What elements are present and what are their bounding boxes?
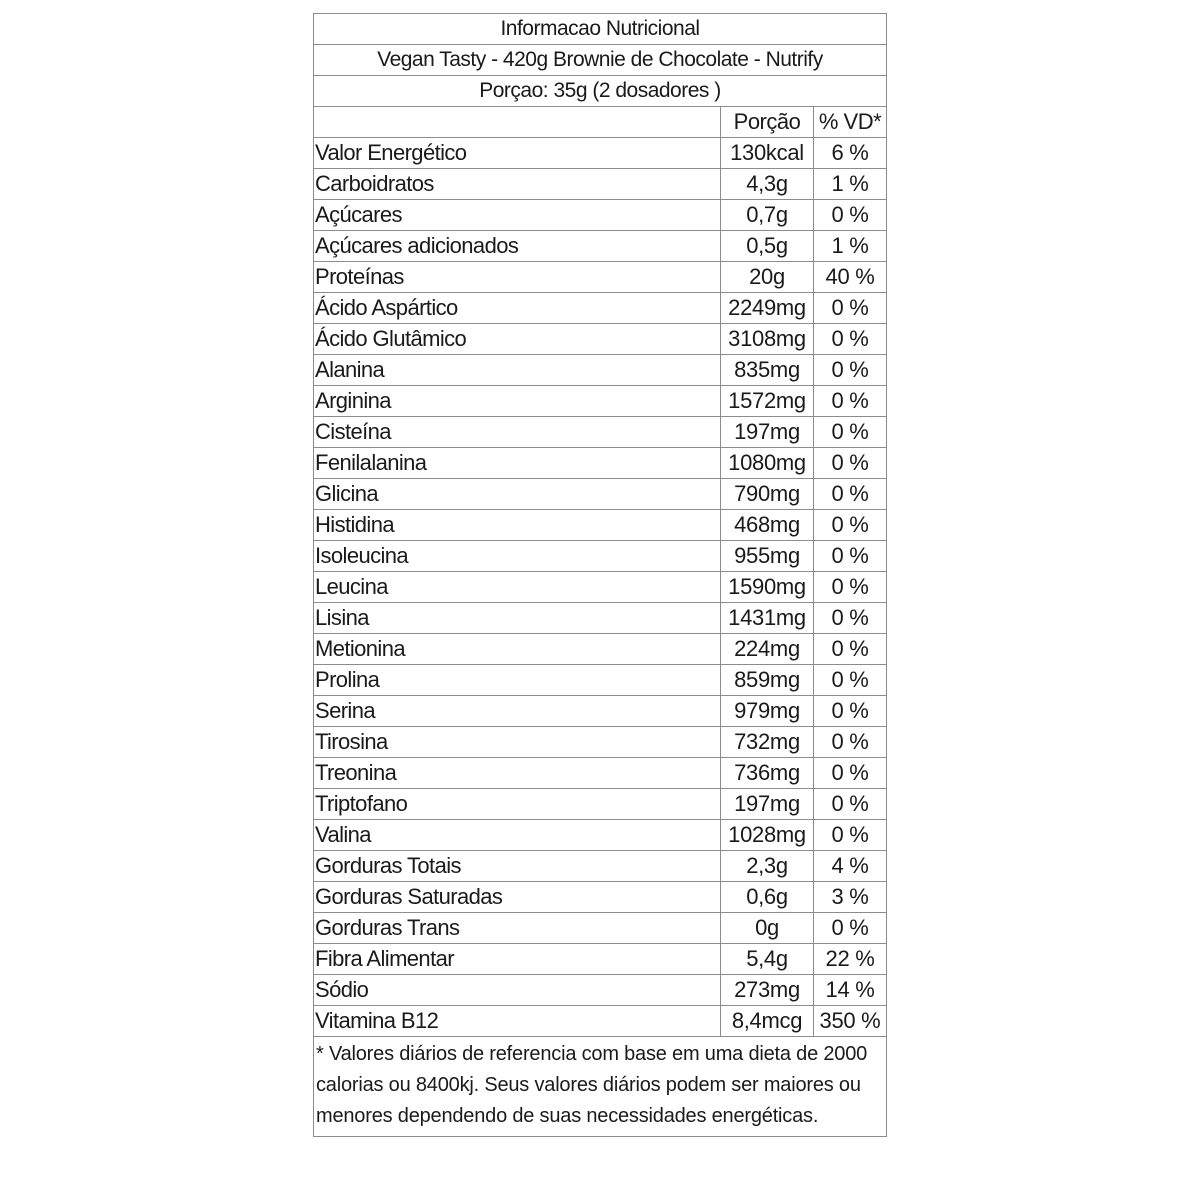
nutrient-name: Proteínas [314,262,721,293]
nutrient-daily-value: 0 % [814,541,887,572]
nutrient-row [314,572,887,603]
nutrient-row [314,510,887,541]
nutrient-daily-value: 22 % [814,944,887,975]
nutrient-row [314,417,887,448]
nutrient-row [314,541,887,572]
nutrient-row [314,355,887,386]
nutrient-amount: 736mg [721,758,814,789]
nutrient-amount: 955mg [721,541,814,572]
nutrient-daily-value: 0 % [814,386,887,417]
serving-size: Porçao: 35g (2 dosadores ) [314,76,887,107]
nutrient-row [314,882,887,913]
nutrient-amount: 130kcal [721,138,814,169]
nutrient-row [314,479,887,510]
nutrient-row [314,231,887,262]
nutrient-row [314,293,887,324]
nutrient-amount: 979mg [721,696,814,727]
nutrient-daily-value: 0 % [814,417,887,448]
nutrient-row [314,944,887,975]
nutrient-row [314,727,887,758]
nutrient-amount: 2249mg [721,293,814,324]
nutrient-amount: 859mg [721,665,814,696]
nutrient-amount: 8,4mcg [721,1006,814,1037]
nutrient-daily-value: 0 % [814,448,887,479]
nutrient-daily-value: 40 % [814,262,887,293]
nutrient-row [314,169,887,200]
nutrient-amount: 224mg [721,634,814,665]
nutrient-name: Vitamina B12 [314,1006,721,1037]
nutrient-row [314,634,887,665]
nutrient-amount: 197mg [721,789,814,820]
nutrient-daily-value: 3 % [814,882,887,913]
nutrient-name: Isoleucina [314,541,721,572]
column-header-dv: % VD* [814,107,887,138]
nutrient-row [314,138,887,169]
nutrient-name: Ácido Glutâmico [314,324,721,355]
nutrient-name: Alanina [314,355,721,386]
nutrient-name: Prolina [314,665,721,696]
nutrient-row [314,448,887,479]
nutrient-row [314,975,887,1006]
nutrient-name: Histidina [314,510,721,541]
nutrient-name: Gorduras Trans [314,913,721,944]
nutrient-name: Lisina [314,603,721,634]
nutrition-table [313,13,887,1137]
nutrient-name: Arginina [314,386,721,417]
nutrient-daily-value: 4 % [814,851,887,882]
nutrient-daily-value: 0 % [814,727,887,758]
nutrient-name: Leucina [314,572,721,603]
column-header-row [314,107,887,138]
nutrient-name: Serina [314,696,721,727]
nutrient-row [314,324,887,355]
nutrient-daily-value: 0 % [814,355,887,386]
nutrient-name: Carboidratos [314,169,721,200]
nutrient-amount: 1080mg [721,448,814,479]
footnote: * Valores diários de referencia com base em uma dieta de 2000 calorias ou 8400kj. Seus valores diários podem ser maiores ou menores dependendo de suas necessidades energéticas. [314,1037,887,1137]
column-header-nutrient [314,107,721,138]
nutrient-row [314,1006,887,1037]
nutrient-row [314,696,887,727]
nutrient-daily-value: 0 % [814,572,887,603]
nutrient-name: Tirosina [314,727,721,758]
nutrient-daily-value: 0 % [814,789,887,820]
nutrient-amount: 5,4g [721,944,814,975]
product-name: Vegan Tasty - 420g Brownie de Chocolate - Nutrify [314,45,887,76]
nutrient-amount: 790mg [721,479,814,510]
nutrient-amount: 0,5g [721,231,814,262]
nutrient-row [314,851,887,882]
nutrient-daily-value: 0 % [814,324,887,355]
nutrient-amount: 0,7g [721,200,814,231]
nutrient-amount: 835mg [721,355,814,386]
nutrient-amount: 1572mg [721,386,814,417]
nutrient-daily-value: 0 % [814,665,887,696]
nutrient-amount: 0g [721,913,814,944]
nutrient-daily-value: 0 % [814,510,887,541]
nutrient-name: Açúcares adicionados [314,231,721,262]
nutrient-daily-value: 14 % [814,975,887,1006]
nutrient-name: Valina [314,820,721,851]
nutrient-row [314,758,887,789]
nutrient-amount: 1431mg [721,603,814,634]
nutrient-amount: 1028mg [721,820,814,851]
label-title: Informacao Nutricional [314,14,887,45]
nutrient-name: Açúcares [314,200,721,231]
nutrition-facts-label [313,13,886,1137]
nutrient-name: Sódio [314,975,721,1006]
nutrient-name: Glicina [314,479,721,510]
nutrient-daily-value: 0 % [814,820,887,851]
nutrient-name: Metionina [314,634,721,665]
nutrient-name: Fenilalanina [314,448,721,479]
nutrient-row [314,665,887,696]
nutrient-daily-value: 350 % [814,1006,887,1037]
nutrient-amount: 732mg [721,727,814,758]
nutrient-row [314,386,887,417]
column-header-amount: Porção [721,107,814,138]
nutrient-amount: 0,6g [721,882,814,913]
nutrient-amount: 20g [721,262,814,293]
nutrient-daily-value: 0 % [814,913,887,944]
nutrient-name: Treonina [314,758,721,789]
nutrient-daily-value: 0 % [814,479,887,510]
nutrient-row [314,200,887,231]
nutrient-daily-value: 1 % [814,231,887,262]
nutrient-daily-value: 1 % [814,169,887,200]
nutrient-name: Triptofano [314,789,721,820]
nutrient-amount: 197mg [721,417,814,448]
nutrient-name: Fibra Alimentar [314,944,721,975]
nutrient-row [314,789,887,820]
nutrient-daily-value: 0 % [814,634,887,665]
nutrient-amount: 2,3g [721,851,814,882]
nutrient-daily-value: 6 % [814,138,887,169]
nutrient-daily-value: 0 % [814,200,887,231]
nutrient-daily-value: 0 % [814,696,887,727]
nutrient-row [314,820,887,851]
nutrient-name: Gorduras Totais [314,851,721,882]
nutrient-amount: 273mg [721,975,814,1006]
nutrient-daily-value: 0 % [814,603,887,634]
nutrient-row [314,262,887,293]
nutrient-name: Gorduras Saturadas [314,882,721,913]
nutrient-amount: 1590mg [721,572,814,603]
nutrient-row [314,603,887,634]
nutrient-row [314,913,887,944]
nutrient-amount: 3108mg [721,324,814,355]
nutrient-name: Valor Energético [314,138,721,169]
nutrient-daily-value: 0 % [814,758,887,789]
nutrient-amount: 4,3g [721,169,814,200]
nutrient-name: Cisteína [314,417,721,448]
nutrient-daily-value: 0 % [814,293,887,324]
nutrient-name: Ácido Aspártico [314,293,721,324]
nutrient-amount: 468mg [721,510,814,541]
